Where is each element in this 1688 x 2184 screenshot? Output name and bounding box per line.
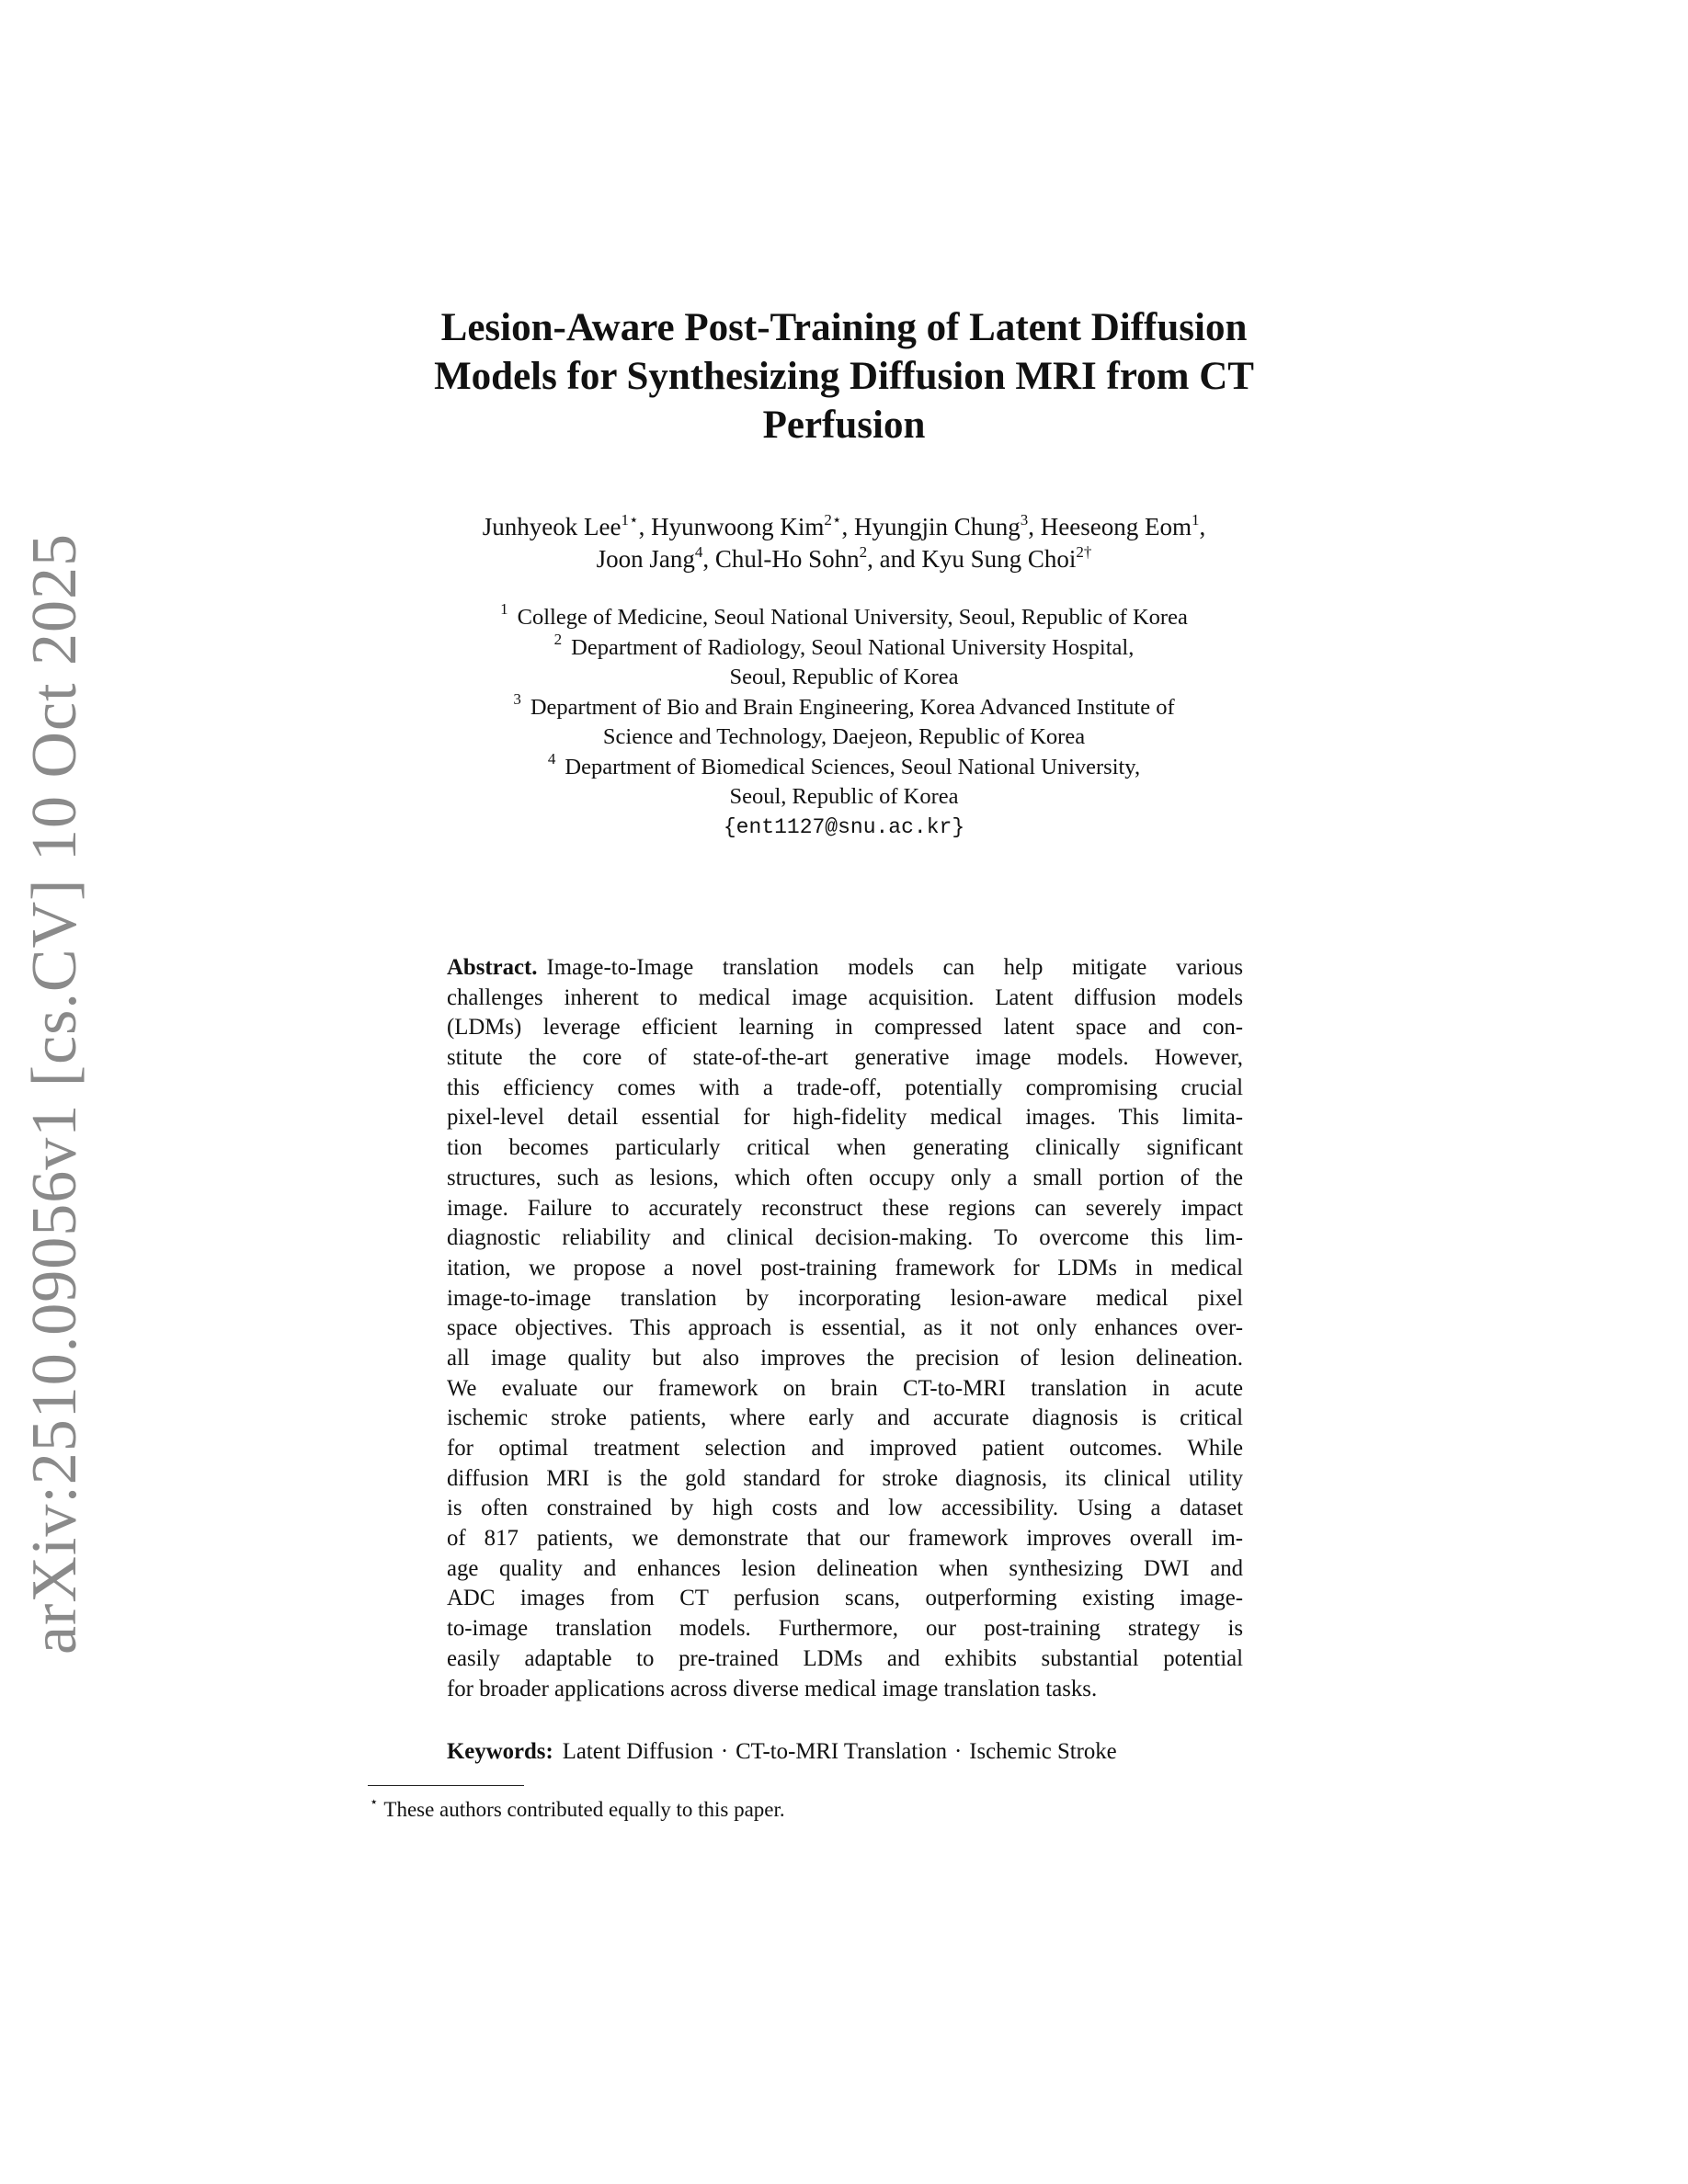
author-affiliation-mark: 4 bbox=[694, 543, 703, 561]
abstract-line: space objectives. This approach is essential, as it not only enhances over- bbox=[447, 1315, 1243, 1341]
abstract-line: itation, we propose a novel post-training framework for LDMs in medical bbox=[447, 1255, 1243, 1280]
author-name: Hyunwoong Kim bbox=[651, 513, 825, 540]
author-line bbox=[349, 543, 1339, 575]
footnote bbox=[370, 1796, 785, 1824]
abstract-line: easily adaptable to pre-trained LDMs and exhibits substantial potential bbox=[447, 1645, 1243, 1671]
affiliation-number: 2 bbox=[553, 630, 563, 648]
affiliation-2-cont: Seoul, Republic of Korea bbox=[729, 665, 959, 689]
affiliation-text: Department of Radiology, Seoul National University Hospital, bbox=[571, 634, 1135, 660]
keyword: Latent Diffusion bbox=[562, 1739, 713, 1764]
keyword-separator: · bbox=[953, 1739, 963, 1764]
author-list bbox=[349, 511, 1339, 575]
keyword-separator: · bbox=[720, 1739, 729, 1764]
abstract-line: diffusion MRI is the gold standard for stroke diagnosis, its clinical utility bbox=[447, 1465, 1243, 1491]
abstract-line: (LDMs) leverage efficient learning in compressed latent space and con- bbox=[447, 1015, 1243, 1041]
abstract-text: Image-to-Image translation models can help mitigate various bbox=[546, 955, 1243, 980]
affiliation-3 bbox=[349, 689, 1339, 723]
arxiv-identifier-stamp bbox=[18, 532, 92, 1655]
author-name: Kyu Sung Choi bbox=[921, 545, 1077, 573]
keyword: Ischemic Stroke bbox=[969, 1739, 1117, 1764]
contact-email: {ent1127@snu.ac.kr} bbox=[723, 814, 965, 839]
arxiv-identifier-text: arXiv:2510.09056v1 [cs.CV] 10 Oct 2025 bbox=[19, 532, 90, 1655]
author-affiliation-mark: 2⋆ bbox=[824, 511, 842, 529]
abstract bbox=[447, 953, 1243, 1704]
abstract-line: for optimal treatment selection and improved patient outcomes. While bbox=[447, 1436, 1243, 1461]
abstract-line: stitute the core of state-of-the-art generative image models. However, bbox=[447, 1045, 1243, 1071]
abstract-line: We evaluate our framework on brain CT-to-MRI translation in acute bbox=[447, 1375, 1243, 1401]
abstract-line: this efficiency comes with a trade-off, potentially compromising crucial bbox=[447, 1075, 1243, 1100]
title-line: Perfusion bbox=[762, 404, 926, 447]
author-affiliation-mark: 1 bbox=[1191, 511, 1200, 529]
affiliation-1 bbox=[349, 600, 1339, 633]
author-name: Heeseong Eom bbox=[1040, 513, 1192, 540]
abstract-line: ADC images from CT perfusion scans, outperforming existing image- bbox=[447, 1586, 1243, 1611]
abstract-line: of 817 patients, we demonstrate that our framework improves overall im- bbox=[447, 1526, 1243, 1552]
author-affiliation-mark: 2† bbox=[1076, 543, 1092, 561]
author-line bbox=[349, 511, 1339, 543]
abstract-line: is often constrained by high costs and low accessibility. Using a dataset bbox=[447, 1496, 1243, 1521]
author-affiliation-mark: 1⋆ bbox=[621, 511, 639, 529]
affiliation-number: 4 bbox=[547, 749, 556, 768]
title-line: Models for Synthesizing Diffusion MRI from CT bbox=[434, 355, 1254, 398]
footnote-text: These authors contributed equally to this paper. bbox=[383, 1798, 785, 1821]
abstract-line: challenges inherent to medical image acquisition. Latent diffusion models bbox=[447, 984, 1243, 1010]
affiliation-text: College of Medicine, Seoul National University, Seoul, Republic of Korea bbox=[517, 605, 1188, 630]
affiliation-number: 3 bbox=[513, 689, 521, 708]
abstract-line bbox=[447, 953, 1243, 984]
keywords-label: Keywords: bbox=[447, 1739, 553, 1764]
author-name: Joon Jang bbox=[596, 545, 695, 573]
affiliation-text: Department of Bio and Brain Engineering, Korea Advanced Institute of bbox=[530, 694, 1175, 720]
paper-title bbox=[349, 303, 1339, 449]
author-separator: , bbox=[638, 513, 652, 540]
abstract-label: Abstract. bbox=[447, 955, 538, 980]
abstract-line: pixel-level detail essential for high-fidelity medical images. This limita- bbox=[447, 1105, 1243, 1131]
author-separator: , bbox=[841, 513, 855, 540]
footnote-mark: ⋆ bbox=[370, 1795, 379, 1810]
affiliation-4-cont: Seoul, Republic of Korea bbox=[729, 784, 959, 809]
abstract-line: to-image translation models. Furthermore, our post-training strategy is bbox=[447, 1616, 1243, 1642]
abstract-line: structures, such as lesions, which often occupy only a small portion of the bbox=[447, 1165, 1243, 1190]
abstract-line: all image quality but also improves the precision of lesion delineation. bbox=[447, 1345, 1243, 1371]
abstract-line: image-to-image translation by incorporating lesion-aware medical pixel bbox=[447, 1285, 1243, 1311]
author-affiliation-mark: 2 bbox=[859, 543, 868, 561]
affiliation-text: Department of Biomedical Sciences, Seoul National University, bbox=[565, 754, 1141, 779]
affiliation-4 bbox=[349, 749, 1339, 783]
abstract-line: for broader applications across diverse medical image translation tasks. bbox=[447, 1676, 1098, 1701]
title-line: Lesion-Aware Post-Training of Latent Diffusion bbox=[440, 306, 1248, 349]
affiliation-number: 1 bbox=[500, 600, 508, 618]
author-affiliation-mark: 3 bbox=[1020, 511, 1029, 529]
author-name: Hyungjin Chung bbox=[854, 513, 1021, 540]
author-name: Junhyeok Lee bbox=[482, 513, 622, 540]
author-separator: , bbox=[702, 545, 715, 573]
abstract-line: image. Failure to accurately reconstruct these regions can severely impact bbox=[447, 1195, 1243, 1221]
affiliation-list bbox=[349, 600, 1339, 842]
keyword: CT-to-MRI Translation bbox=[736, 1739, 947, 1764]
affiliation-3-cont: Science and Technology, Daejeon, Republic of Korea bbox=[602, 724, 1086, 749]
abstract-line: ischemic stroke patients, where early and accurate diagnosis is critical bbox=[447, 1405, 1243, 1431]
author-separator: , and bbox=[867, 545, 922, 573]
abstract-line: age quality and enhances lesion delineation when synthesizing DWI and bbox=[447, 1555, 1243, 1581]
keywords bbox=[447, 1737, 1243, 1767]
abstract-line: diagnostic reliability and clinical decision-making. To overcome this lim- bbox=[447, 1225, 1243, 1251]
footnote-divider bbox=[368, 1785, 524, 1786]
affiliation-2 bbox=[349, 630, 1339, 664]
abstract-line: tion becomes particularly critical when generating clinically significant bbox=[447, 1135, 1243, 1161]
author-separator: , bbox=[1028, 513, 1041, 540]
author-name: Chul-Ho Sohn bbox=[714, 545, 860, 573]
author-separator: , bbox=[1199, 513, 1206, 540]
